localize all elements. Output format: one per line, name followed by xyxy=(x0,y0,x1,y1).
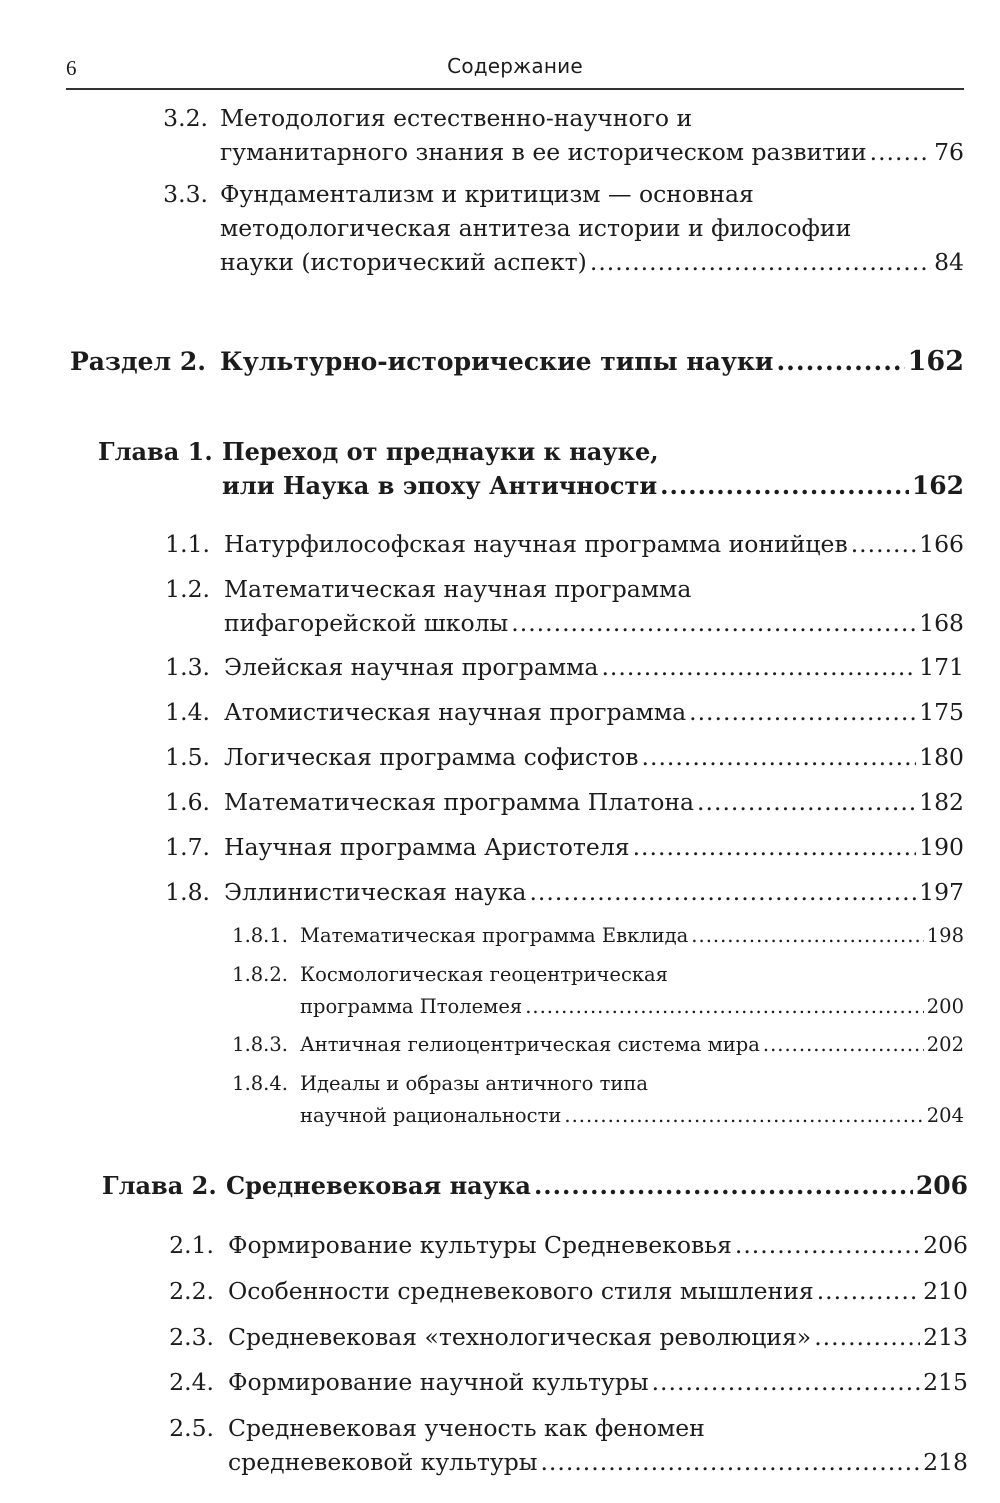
toc-entry-title-line: научной рациональности xyxy=(300,1104,562,1127)
toc-entry-number: Раздел 2. xyxy=(70,347,206,376)
dot-leader xyxy=(511,606,916,640)
dot-leader xyxy=(601,650,916,684)
toc-entry-number: 2.4. xyxy=(169,1368,214,1396)
toc-part-2[interactable] xyxy=(70,343,964,381)
toc-entry-page: 162 xyxy=(907,346,964,377)
toc-entry-title-line: Античная гелиоцентрическая система мира xyxy=(300,1033,760,1056)
dot-leader xyxy=(776,343,904,381)
page-header xyxy=(66,52,964,90)
toc-entry-number: 1.8. xyxy=(165,878,210,906)
toc-entry-number: 1.3. xyxy=(165,653,210,681)
toc-entry-1-8-1[interactable] xyxy=(218,920,964,952)
toc-entry-1-8[interactable] xyxy=(150,875,964,909)
toc-entry-number: 1.7. xyxy=(165,833,210,861)
toc-entry-page: 182 xyxy=(919,788,964,816)
dot-leader xyxy=(652,1365,921,1399)
toc-entry-page: 202 xyxy=(926,1033,964,1056)
toc-entry-number: 1.1. xyxy=(165,530,210,558)
toc-entry-page: 198 xyxy=(926,924,964,947)
toc-entry-page: 84 xyxy=(934,248,964,276)
dot-leader xyxy=(633,830,917,864)
toc-entry-title-line: пифагорейской школы xyxy=(224,609,509,637)
toc-entry-1-8-3[interactable] xyxy=(218,1029,964,1061)
toc-entry-number: Глава 2. xyxy=(102,1171,217,1200)
toc-entry-title-line: методологическая антитеза истории и философии xyxy=(220,214,852,242)
toc-entry-title-line: Космологическая геоцентрическая xyxy=(300,963,668,986)
toc-entry-2-2[interactable] xyxy=(154,1274,968,1308)
toc-entry-title-line: Средневековая ученость как феномен xyxy=(228,1414,705,1442)
toc-entry-title-line: Средневековая «технологическая революция» xyxy=(228,1323,812,1351)
toc-entry-page: 197 xyxy=(919,878,964,906)
toc-entry-3-2[interactable] xyxy=(150,101,964,169)
toc-entry-number: 2.5. xyxy=(169,1414,214,1442)
toc-entry-page: 166 xyxy=(919,530,964,558)
toc-entry-number: 3.2. xyxy=(163,104,208,132)
toc-entry-2-3[interactable] xyxy=(154,1320,968,1354)
toc-entry-2-1[interactable] xyxy=(154,1228,968,1262)
toc-entry-title-line: Математическая программа Евклида xyxy=(300,924,689,947)
dot-leader xyxy=(590,245,931,279)
toc-entry-title-line: Логическая программа софистов xyxy=(224,743,639,771)
toc-entry-title-line: Методология естественно-научного и xyxy=(220,104,693,132)
toc-entry-title-line: Фундаментализм и критицизм — основная xyxy=(220,180,754,208)
toc-entry-page: 206 xyxy=(923,1231,968,1259)
dot-leader xyxy=(529,875,916,909)
toc-entry-page: 162 xyxy=(911,471,964,500)
toc-entry-1-4[interactable] xyxy=(150,695,964,729)
toc-entry-page: 180 xyxy=(919,743,964,771)
dot-leader xyxy=(697,785,916,819)
toc-entry-title-line: Эллинистическая наука xyxy=(224,878,527,906)
toc-entry-title-line: Атомистическая научная программа xyxy=(224,698,687,726)
dot-leader xyxy=(814,1320,920,1354)
toc-entry-title-line: науки (исторический аспект) xyxy=(220,248,587,276)
toc-entry-number: 2.2. xyxy=(169,1277,214,1305)
toc-entry-title-line: Натурфилософская научная программа ионийцев xyxy=(224,530,848,558)
toc-entry-page: 175 xyxy=(919,698,964,726)
toc-chapter-2[interactable] xyxy=(102,1169,968,1203)
toc-entry-number: 1.4. xyxy=(165,698,210,726)
toc-entry-number: 1.8.4. xyxy=(232,1072,288,1095)
page-number: 6 xyxy=(66,56,77,80)
dot-leader xyxy=(870,135,931,169)
toc-entry-2-5[interactable] xyxy=(154,1411,968,1479)
toc-entry-page: 206 xyxy=(915,1171,968,1200)
toc-entry-3-3[interactable] xyxy=(150,177,964,279)
dot-leader xyxy=(540,1445,920,1479)
toc-entry-1-8-2[interactable] xyxy=(218,959,964,1023)
toc-entry-title-line: Математическая программа Платона xyxy=(224,788,695,816)
toc-chapter-1[interactable] xyxy=(98,435,964,503)
toc-entry-title-line: Научная программа Аристотеля xyxy=(224,833,630,861)
toc-entry-1-6[interactable] xyxy=(150,785,964,819)
toc-entry-number: 1.5. xyxy=(165,743,210,771)
toc-entry-title-line: гуманитарного знания в ее историческом развитии xyxy=(220,138,867,166)
toc-entry-title-line: Идеалы и образы античного типа xyxy=(300,1072,649,1095)
toc-entry-page: 204 xyxy=(926,1104,964,1127)
dot-leader xyxy=(564,1100,923,1132)
toc-entry-1-1[interactable] xyxy=(150,527,964,561)
toc-entry-number: 1.6. xyxy=(165,788,210,816)
toc-entry-number: 1.8.2. xyxy=(232,963,288,986)
toc-entry-1-5[interactable] xyxy=(150,740,964,774)
toc-entry-page: 215 xyxy=(923,1368,968,1396)
toc-entry-title-line: Элейская научная программа xyxy=(224,653,599,681)
dot-leader xyxy=(689,695,916,729)
toc-entry-title-line: Особенности средневекового стиля мышления xyxy=(228,1277,814,1305)
toc-entry-page: 171 xyxy=(919,653,964,681)
dot-leader xyxy=(534,1169,913,1203)
toc-entry-page: 200 xyxy=(926,995,964,1018)
toc-entry-title-line: Формирование научной культуры xyxy=(228,1368,649,1396)
toc-entry-title-line: Математическая научная программа xyxy=(224,575,692,603)
toc-entry-title-line: Формирование культуры Средневековья xyxy=(228,1231,732,1259)
toc-entry-2-4[interactable] xyxy=(154,1365,968,1399)
dot-leader xyxy=(642,740,917,774)
dot-leader xyxy=(851,527,916,561)
toc-entry-number: 1.8.3. xyxy=(232,1033,288,1056)
dot-leader xyxy=(660,469,909,503)
toc-entry-1-8-4[interactable] xyxy=(218,1068,964,1132)
toc-entry-number: 3.3. xyxy=(163,180,208,208)
toc-entry-page: 76 xyxy=(934,138,964,166)
dot-leader xyxy=(763,1029,924,1061)
toc-entry-number: 1.8.1. xyxy=(232,924,288,947)
toc-entry-page: 168 xyxy=(919,609,964,637)
toc-entry-page: 210 xyxy=(923,1277,968,1305)
toc-entry-number: Глава 1. xyxy=(98,437,213,466)
toc-entry-title-line: Культурно-исторические типы науки xyxy=(220,347,774,376)
dot-leader xyxy=(817,1274,920,1308)
toc-entry-title-line: средневековой культуры xyxy=(228,1448,538,1476)
toc-entry-1-7[interactable] xyxy=(150,830,964,864)
toc-entry-page: 218 xyxy=(923,1448,968,1476)
toc-entry-number: 2.3. xyxy=(169,1323,214,1351)
dot-leader xyxy=(525,991,924,1023)
toc-entry-title-line: программа Птолемея xyxy=(300,995,523,1018)
toc-entry-number: 2.1. xyxy=(169,1231,214,1259)
toc-entry-page: 213 xyxy=(923,1323,968,1351)
toc-entry-page: 190 xyxy=(919,833,964,861)
toc-entry-1-3[interactable] xyxy=(150,650,964,684)
dot-leader xyxy=(735,1228,920,1262)
toc-entry-1-2[interactable] xyxy=(150,572,964,640)
toc-entry-title-line: Переход от преднауки к науке, xyxy=(222,437,659,466)
running-title: Содержание xyxy=(447,54,583,78)
toc-entry-number: 1.2. xyxy=(165,575,210,603)
toc-entry-title-line: или Наука в эпоху Античности xyxy=(222,471,658,500)
dot-leader xyxy=(691,920,923,952)
toc-entry-title-line: Средневековая наука xyxy=(226,1171,531,1200)
